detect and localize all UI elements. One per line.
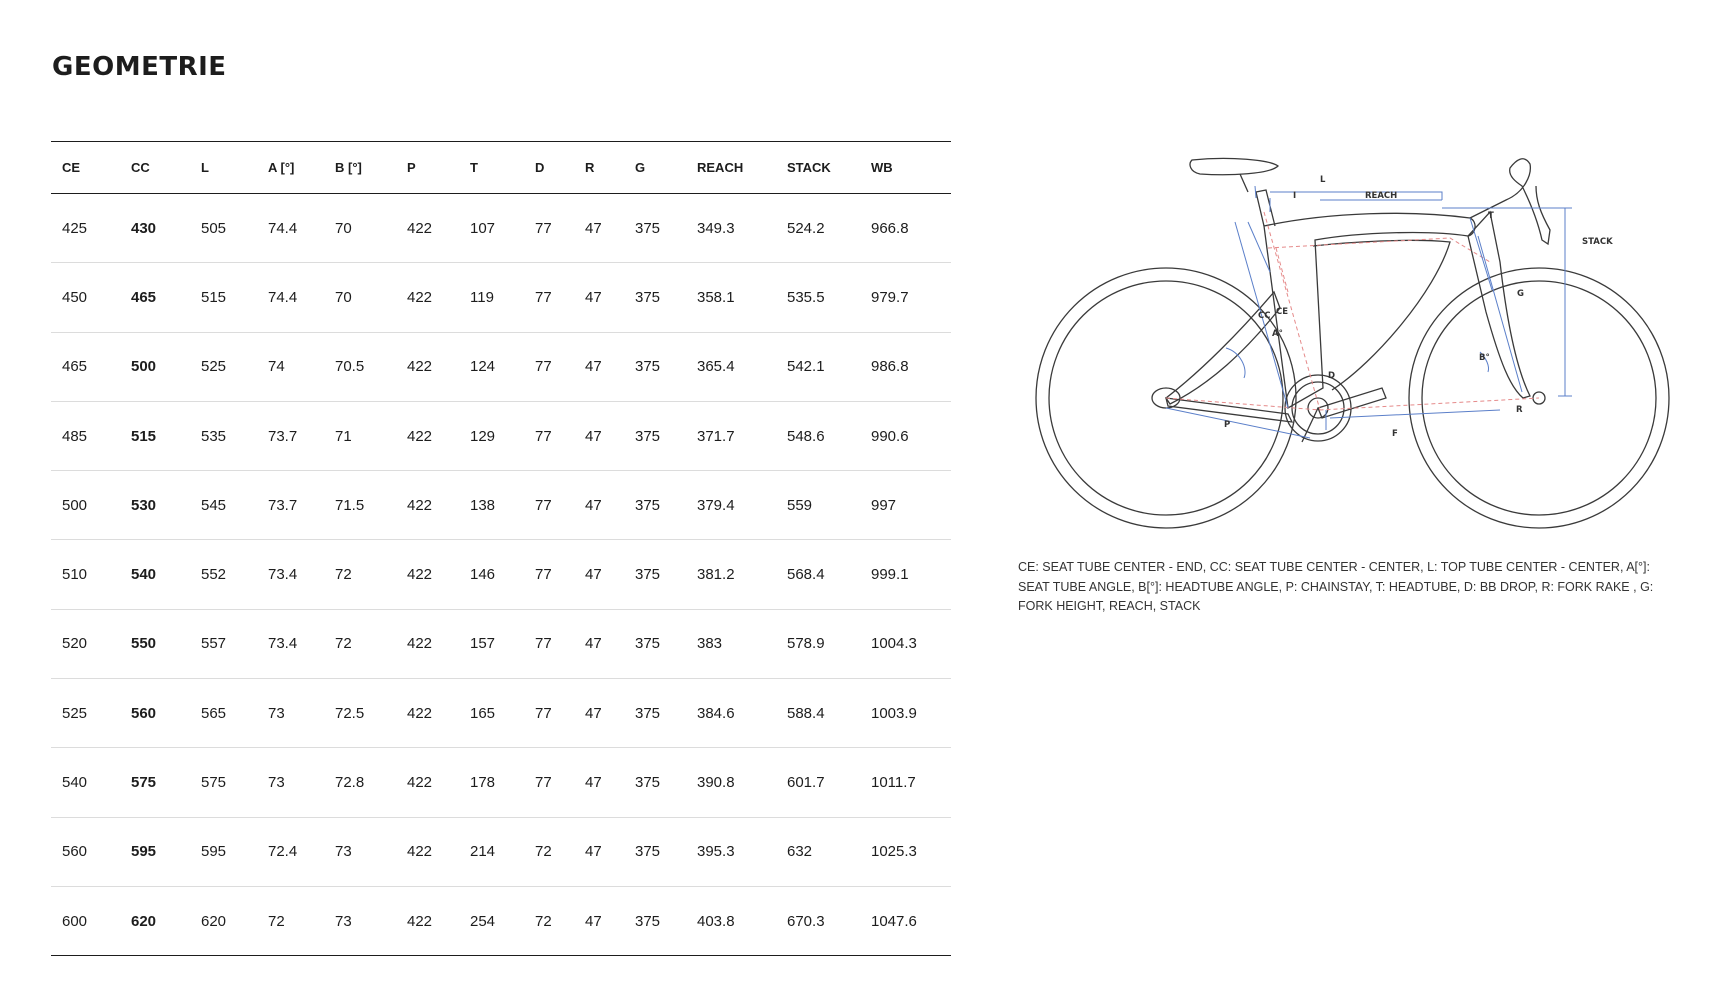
table-cell: 77 — [535, 496, 552, 514]
table-row — [51, 817, 951, 886]
table-cell: 375 — [635, 496, 661, 514]
table-cell: 349.3 — [697, 219, 735, 237]
table-cell: 535 — [201, 427, 227, 445]
table-cell: 422 — [407, 358, 433, 376]
table-cell: 560 — [131, 704, 157, 722]
table-cell: 425 — [62, 219, 88, 237]
table-cell: 73.7 — [268, 496, 298, 514]
table-row — [51, 679, 951, 748]
diagram-label-f: F — [1392, 429, 1398, 439]
table-cell: 375 — [635, 427, 661, 445]
table-cell: 47 — [585, 219, 602, 237]
diagram-label-t: T — [1488, 211, 1494, 221]
bike-geometry-diagram — [1030, 152, 1680, 536]
table-cell: 422 — [407, 496, 433, 514]
table-cell: 601.7 — [787, 774, 825, 792]
diagram-label-i: I — [1293, 191, 1297, 201]
table-cell: 358.1 — [697, 288, 735, 306]
table-cell: 595 — [131, 843, 157, 861]
table-cell: 47 — [585, 496, 602, 514]
table-cell: 465 — [131, 288, 157, 306]
table-cell: 47 — [585, 635, 602, 653]
table-cell: 254 — [470, 912, 496, 930]
table-cell: 1025.3 — [871, 843, 917, 861]
table-cell: 422 — [407, 566, 433, 584]
table-cell: 72.8 — [335, 774, 365, 792]
table-cell: 524.2 — [787, 219, 825, 237]
table-cell: 70.5 — [335, 358, 365, 376]
table-cell: 70 — [335, 219, 352, 237]
table-cell: 595 — [201, 843, 227, 861]
table-cell: 1003.9 — [871, 704, 917, 722]
table-row — [51, 194, 951, 263]
table-cell: 74.4 — [268, 219, 298, 237]
table-cell: 73 — [335, 843, 352, 861]
table-cell: 510 — [62, 566, 88, 584]
column-header: A [°] — [268, 160, 295, 175]
table-cell: 422 — [407, 288, 433, 306]
table-cell: 986.8 — [871, 358, 909, 376]
table-cell: 72.4 — [268, 843, 298, 861]
geometry-table — [51, 141, 951, 956]
table-cell: 422 — [407, 635, 433, 653]
table-cell: 47 — [585, 288, 602, 306]
table-cell: 47 — [585, 358, 602, 376]
table-cell: 73.7 — [268, 427, 298, 445]
table-cell: 990.6 — [871, 427, 909, 445]
table-cell: 74.4 — [268, 288, 298, 306]
table-cell: 157 — [470, 635, 496, 653]
table-row — [51, 332, 951, 401]
table-cell: 73 — [335, 912, 352, 930]
table-row — [51, 263, 951, 332]
handlebar — [1470, 159, 1550, 244]
table-cell: 47 — [585, 774, 602, 792]
table-cell: 997 — [871, 496, 897, 514]
table-cell: 999.1 — [871, 566, 909, 584]
table-cell: 72 — [535, 843, 552, 861]
table-cell: 520 — [62, 635, 88, 653]
diagram-label-cc: CC — [1258, 311, 1271, 321]
table-header-row — [51, 142, 951, 194]
table-cell: 383 — [697, 635, 723, 653]
table-cell: 565 — [201, 704, 227, 722]
table-cell: 535.5 — [787, 288, 825, 306]
table-cell: 72.5 — [335, 704, 365, 722]
table-row — [51, 540, 951, 609]
diagram-label-r: R — [1516, 405, 1523, 415]
table-cell: 550 — [131, 635, 157, 653]
table-cell: 77 — [535, 704, 552, 722]
table-cell: 72 — [335, 635, 352, 653]
table-cell: 375 — [635, 912, 661, 930]
diagram-label-reach: REACH — [1365, 191, 1398, 201]
column-header: B [°] — [335, 160, 362, 175]
page-title: GEOMETRIE — [52, 52, 227, 82]
table-cell: 375 — [635, 774, 661, 792]
table-cell: 632 — [787, 843, 813, 861]
table-cell: 375 — [635, 288, 661, 306]
table-cell: 73.4 — [268, 635, 298, 653]
table-cell: 146 — [470, 566, 496, 584]
diagram-label-stack: STACK — [1582, 237, 1613, 247]
table-cell: 966.8 — [871, 219, 909, 237]
table-cell: 525 — [201, 358, 227, 376]
table-cell: 540 — [62, 774, 88, 792]
table-cell: 500 — [62, 496, 88, 514]
table-cell: 138 — [470, 496, 496, 514]
table-cell: 381.2 — [697, 566, 735, 584]
table-cell: 395.3 — [697, 843, 735, 861]
table-cell: 530 — [131, 496, 157, 514]
table-cell: 559 — [787, 496, 813, 514]
column-header: G — [635, 160, 646, 175]
column-header: STACK — [787, 160, 831, 175]
table-cell: 979.7 — [871, 288, 909, 306]
table-cell: 384.6 — [697, 704, 735, 722]
table-cell: 74 — [268, 358, 285, 376]
table-cell: 1011.7 — [871, 774, 916, 792]
table-cell: 560 — [62, 843, 88, 861]
table-cell: 73 — [268, 774, 285, 792]
table-cell: 214 — [470, 843, 496, 861]
table-cell: 375 — [635, 358, 661, 376]
column-header: D — [535, 160, 545, 175]
table-cell: 47 — [585, 427, 602, 445]
table-cell: 107 — [470, 219, 496, 237]
diagram-label-l: L — [1320, 175, 1326, 185]
column-header: T — [470, 160, 478, 175]
table-cell: 578.9 — [787, 635, 825, 653]
table-cell: 47 — [585, 912, 602, 930]
table-cell: 77 — [535, 566, 552, 584]
table-cell: 129 — [470, 427, 496, 445]
table-cell: 422 — [407, 427, 433, 445]
table-row — [51, 886, 951, 955]
table-cell: 124 — [470, 358, 496, 376]
table-cell: 73.4 — [268, 566, 298, 584]
table-cell: 575 — [131, 774, 157, 792]
table-cell: 600 — [62, 912, 88, 930]
table-cell: 540 — [131, 566, 157, 584]
diagram-label-b: B° — [1479, 353, 1490, 363]
diagram-label-p: P — [1224, 420, 1231, 430]
table-cell: 575 — [201, 774, 227, 792]
table-cell: 568.4 — [787, 566, 825, 584]
table-cell: 71.5 — [335, 496, 365, 514]
column-header: REACH — [697, 160, 744, 175]
table-cell: 178 — [470, 774, 496, 792]
table-cell: 485 — [62, 427, 88, 445]
table-cell: 375 — [635, 704, 661, 722]
table-cell: 620 — [201, 912, 227, 930]
diagram-label-ce: CE — [1276, 307, 1289, 317]
table-cell: 670.3 — [787, 912, 825, 930]
table-cell: 515 — [201, 288, 227, 306]
table-cell: 375 — [635, 566, 661, 584]
table-cell: 70 — [335, 288, 352, 306]
table-row — [51, 401, 951, 470]
table-cell: 588.4 — [787, 704, 825, 722]
diagram-label-d: D — [1328, 371, 1336, 381]
table-cell: 430 — [131, 219, 157, 237]
table-cell: 72 — [535, 912, 552, 930]
table-cell: 390.8 — [697, 774, 735, 792]
table-cell: 545 — [201, 496, 227, 514]
table-cell: 542.1 — [787, 358, 825, 376]
table-cell: 379.4 — [697, 496, 735, 514]
table-cell: 465 — [62, 358, 88, 376]
table-cell: 403.8 — [697, 912, 735, 930]
table-cell: 77 — [535, 219, 552, 237]
table-cell: 557 — [201, 635, 227, 653]
column-header: WB — [871, 160, 893, 175]
table-cell: 77 — [535, 774, 552, 792]
geometry-legend: CE: SEAT TUBE CENTER - END, CC: SEAT TUBE CENTER - CENTER, L: TOP TUBE CENTER - CENTER, A[°]: SEAT TUBE ANGLE, B[°]: HEADTUBE ANGLE, P: CHAINSTAY, T: HEADTUBE, D: BB DROP, R: FORK RAKE , G: FORK HEIGHT, REACH, STACK — [1018, 560, 1654, 613]
diagram-label-a: A° — [1272, 329, 1283, 339]
table-cell: 422 — [407, 912, 433, 930]
table-cell: 365.4 — [697, 358, 735, 376]
table-row — [51, 748, 951, 817]
column-header: CC — [131, 160, 150, 175]
table-cell: 525 — [62, 704, 88, 722]
table-row — [51, 471, 951, 540]
table-cell: 422 — [407, 219, 433, 237]
table-cell: 620 — [131, 912, 157, 930]
column-header: R — [585, 160, 595, 175]
table-cell: 71 — [335, 427, 352, 445]
table-cell: 500 — [131, 358, 157, 376]
table-cell: 77 — [535, 427, 552, 445]
table-cell: 72 — [268, 912, 285, 930]
table-cell: 73 — [268, 704, 285, 722]
table-cell: 119 — [470, 288, 494, 306]
table-row — [51, 609, 951, 678]
column-header: CE — [62, 160, 81, 175]
table-cell: 165 — [470, 704, 496, 722]
table-cell: 77 — [535, 288, 552, 306]
table-cell: 1004.3 — [871, 635, 917, 653]
table-cell: 548.6 — [787, 427, 825, 445]
table-cell: 422 — [407, 704, 433, 722]
table-cell: 422 — [407, 843, 433, 861]
table-cell: 47 — [585, 843, 602, 861]
table-cell: 450 — [62, 288, 88, 306]
table-cell: 505 — [201, 219, 227, 237]
table-cell: 375 — [635, 635, 661, 653]
table-cell: 77 — [535, 358, 552, 376]
table-cell: 47 — [585, 566, 602, 584]
table-cell: 515 — [131, 427, 157, 445]
table-cell: 1047.6 — [871, 912, 917, 930]
table-cell: 375 — [635, 219, 661, 237]
table-cell: 77 — [535, 635, 552, 653]
table-cell: 422 — [407, 774, 433, 792]
table-cell: 47 — [585, 704, 602, 722]
diagram-label-g: G — [1517, 289, 1524, 299]
column-header: P — [407, 160, 416, 175]
table-cell: 375 — [635, 843, 661, 861]
table-cell: 552 — [201, 566, 227, 584]
table-body — [51, 194, 951, 956]
saddle — [1190, 158, 1278, 174]
table-cell: 72 — [335, 566, 352, 584]
table-cell: 371.7 — [697, 427, 735, 445]
column-header: L — [201, 160, 209, 175]
